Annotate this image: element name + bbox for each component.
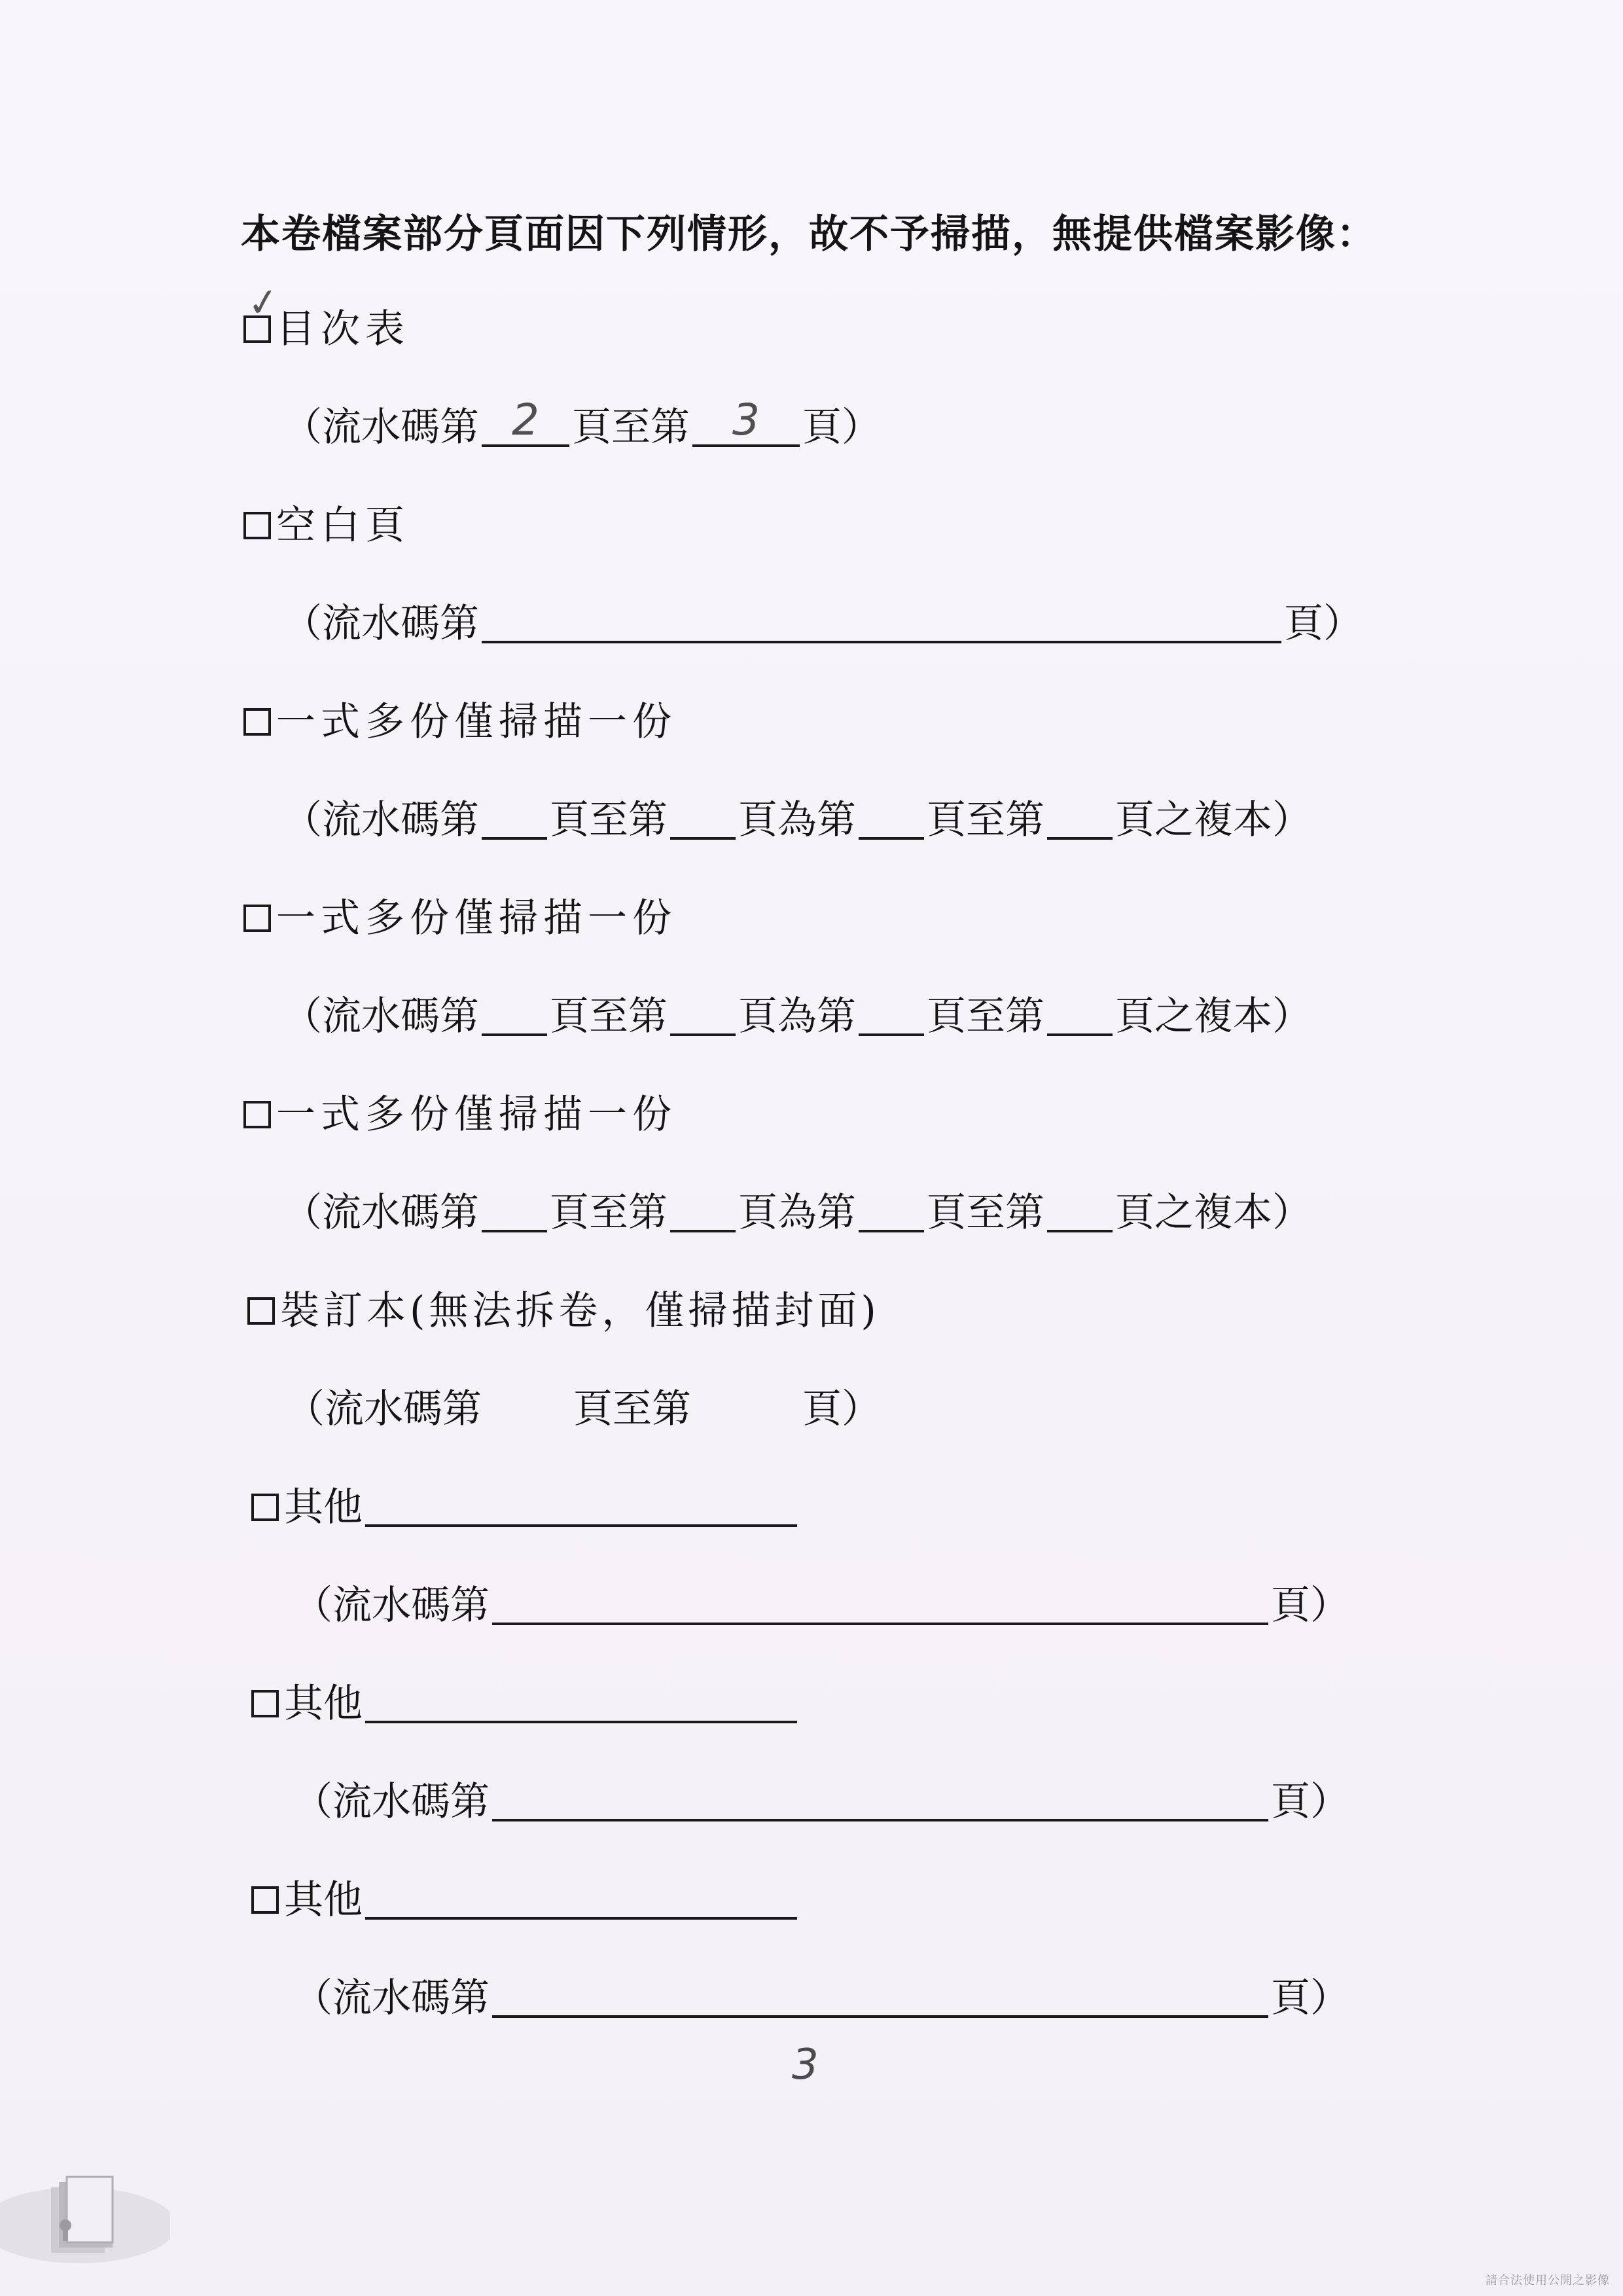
watermark-text: 請合法使用公開之影像	[1486, 2274, 1610, 2287]
page-heading: 本卷檔案部分頁面因下列情形，故不予掃描，無提供檔案影像：	[241, 211, 1377, 257]
serial-open: （流水碼第	[285, 1386, 482, 1432]
item-copies-3	[243, 1088, 677, 1141]
serial-as: 頁為第	[738, 797, 856, 843]
serial-open: （流水碼第	[283, 797, 479, 843]
serial-close: 頁）	[802, 1386, 881, 1432]
serial-copy-close: 頁之複本）	[1115, 1190, 1311, 1236]
blank-field[interactable]	[482, 800, 547, 840]
checkbox-copies-1[interactable]	[243, 708, 271, 736]
item-toc	[243, 303, 410, 355]
item-copies-1	[243, 696, 677, 748]
serial-close: 頁）	[1271, 1779, 1349, 1825]
handwritten-check-icon: ✓	[244, 278, 283, 327]
serial-to: 頁至第	[550, 1190, 668, 1236]
other-description-field[interactable]	[365, 1880, 797, 1920]
serial-as: 頁為第	[738, 994, 856, 1039]
serial-copy-close: 頁之複本）	[1115, 797, 1311, 843]
blank-field[interactable]	[1047, 800, 1113, 840]
serial-pages-field[interactable]	[492, 1979, 1268, 2018]
checkbox-other-2[interactable]	[251, 1690, 279, 1717]
checkbox-bound[interactable]	[247, 1297, 275, 1325]
blank-field[interactable]	[859, 1193, 924, 1232]
archive-logo-icon	[0, 2153, 170, 2271]
serial-as: 頁為第	[738, 1190, 856, 1236]
serial-open: （流水碼第	[293, 1779, 490, 1825]
serial-range-toc	[283, 395, 881, 454]
item-other-label: 其他	[284, 1681, 363, 1727]
item-copies-label: 一式多份僅掃描一份	[276, 1092, 677, 1138]
blank-field[interactable]	[859, 997, 924, 1036]
serial-to: 頁至第	[927, 797, 1044, 843]
checkbox-other-3[interactable]	[251, 1886, 279, 1914]
blank-field[interactable]	[670, 997, 736, 1036]
other-description-field[interactable]	[365, 1684, 797, 1723]
serial-pages-field[interactable]	[492, 1586, 1268, 1625]
item-other-label: 其他	[284, 1877, 363, 1923]
serial-open: （流水碼第	[283, 1190, 479, 1236]
checkbox-blank[interactable]	[243, 512, 271, 539]
serial-to: 頁至第	[550, 994, 668, 1039]
item-bound	[247, 1285, 880, 1337]
serial-other-1	[293, 1579, 1349, 1632]
serial-to: 頁至第	[927, 994, 1044, 1039]
handwritten-page-number: 3	[792, 2041, 819, 2089]
blank-field[interactable]	[482, 1193, 547, 1232]
serial-other-2	[293, 1776, 1349, 1828]
serial-copy-close: 頁之複本）	[1115, 994, 1311, 1039]
item-bound-label: 裝訂本(無法拆卷，僅掃描封面)	[280, 1288, 880, 1334]
item-other-3	[251, 1874, 800, 1926]
checkbox-other-1[interactable]	[251, 1494, 279, 1521]
serial-blank	[283, 598, 1363, 650]
handwritten-from: 2	[512, 395, 539, 445]
serial-copies-1	[283, 794, 1311, 846]
checkbox-copies-3[interactable]	[243, 1101, 271, 1128]
checkbox-copies-2[interactable]	[243, 905, 271, 932]
blank-field[interactable]	[859, 800, 924, 840]
serial-close: 頁）	[1271, 1583, 1349, 1628]
blank-field[interactable]	[482, 997, 547, 1036]
other-description-field[interactable]	[365, 1488, 797, 1527]
item-other-2	[251, 1677, 800, 1730]
serial-open: （流水碼第	[283, 404, 479, 450]
blank-field[interactable]	[1047, 1193, 1113, 1232]
serial-other-3	[293, 1972, 1349, 2024]
serial-copies-2	[283, 990, 1311, 1043]
blank-field[interactable]	[670, 1193, 736, 1232]
serial-to: 頁至第	[572, 404, 690, 450]
serial-to: 頁至第	[927, 1190, 1044, 1236]
handwritten-to: 3	[732, 395, 760, 445]
blank-field[interactable]	[670, 800, 736, 840]
serial-open: （流水碼第	[293, 1583, 490, 1628]
item-other-1	[251, 1481, 800, 1534]
item-blank-label: 空白頁	[276, 503, 410, 548]
serial-bound	[285, 1383, 881, 1435]
serial-open: （流水碼第	[283, 601, 479, 647]
serial-from-field[interactable]	[482, 395, 569, 447]
serial-open: （流水碼第	[283, 994, 479, 1039]
serial-open: （流水碼第	[293, 1975, 490, 2021]
item-copies-label: 一式多份僅掃描一份	[276, 895, 677, 941]
blank-field[interactable]	[1047, 997, 1113, 1036]
checkbox-toc[interactable]	[243, 315, 271, 343]
serial-to: 頁至第	[573, 1386, 691, 1432]
serial-close: 頁）	[1284, 601, 1363, 647]
serial-close: 頁）	[1271, 1975, 1349, 2021]
serial-to: 頁至第	[550, 797, 668, 843]
serial-pages-field[interactable]	[492, 1782, 1268, 1821]
item-toc-label: 目次表	[276, 306, 410, 352]
serial-copies-3	[283, 1187, 1311, 1239]
serial-close: 頁）	[802, 404, 881, 450]
item-blank	[243, 499, 410, 552]
serial-to-field[interactable]	[692, 395, 800, 447]
item-copies-2	[243, 892, 677, 944]
serial-pages-field[interactable]	[482, 604, 1281, 643]
item-other-label: 其他	[284, 1484, 363, 1530]
item-copies-label: 一式多份僅掃描一份	[276, 699, 677, 745]
